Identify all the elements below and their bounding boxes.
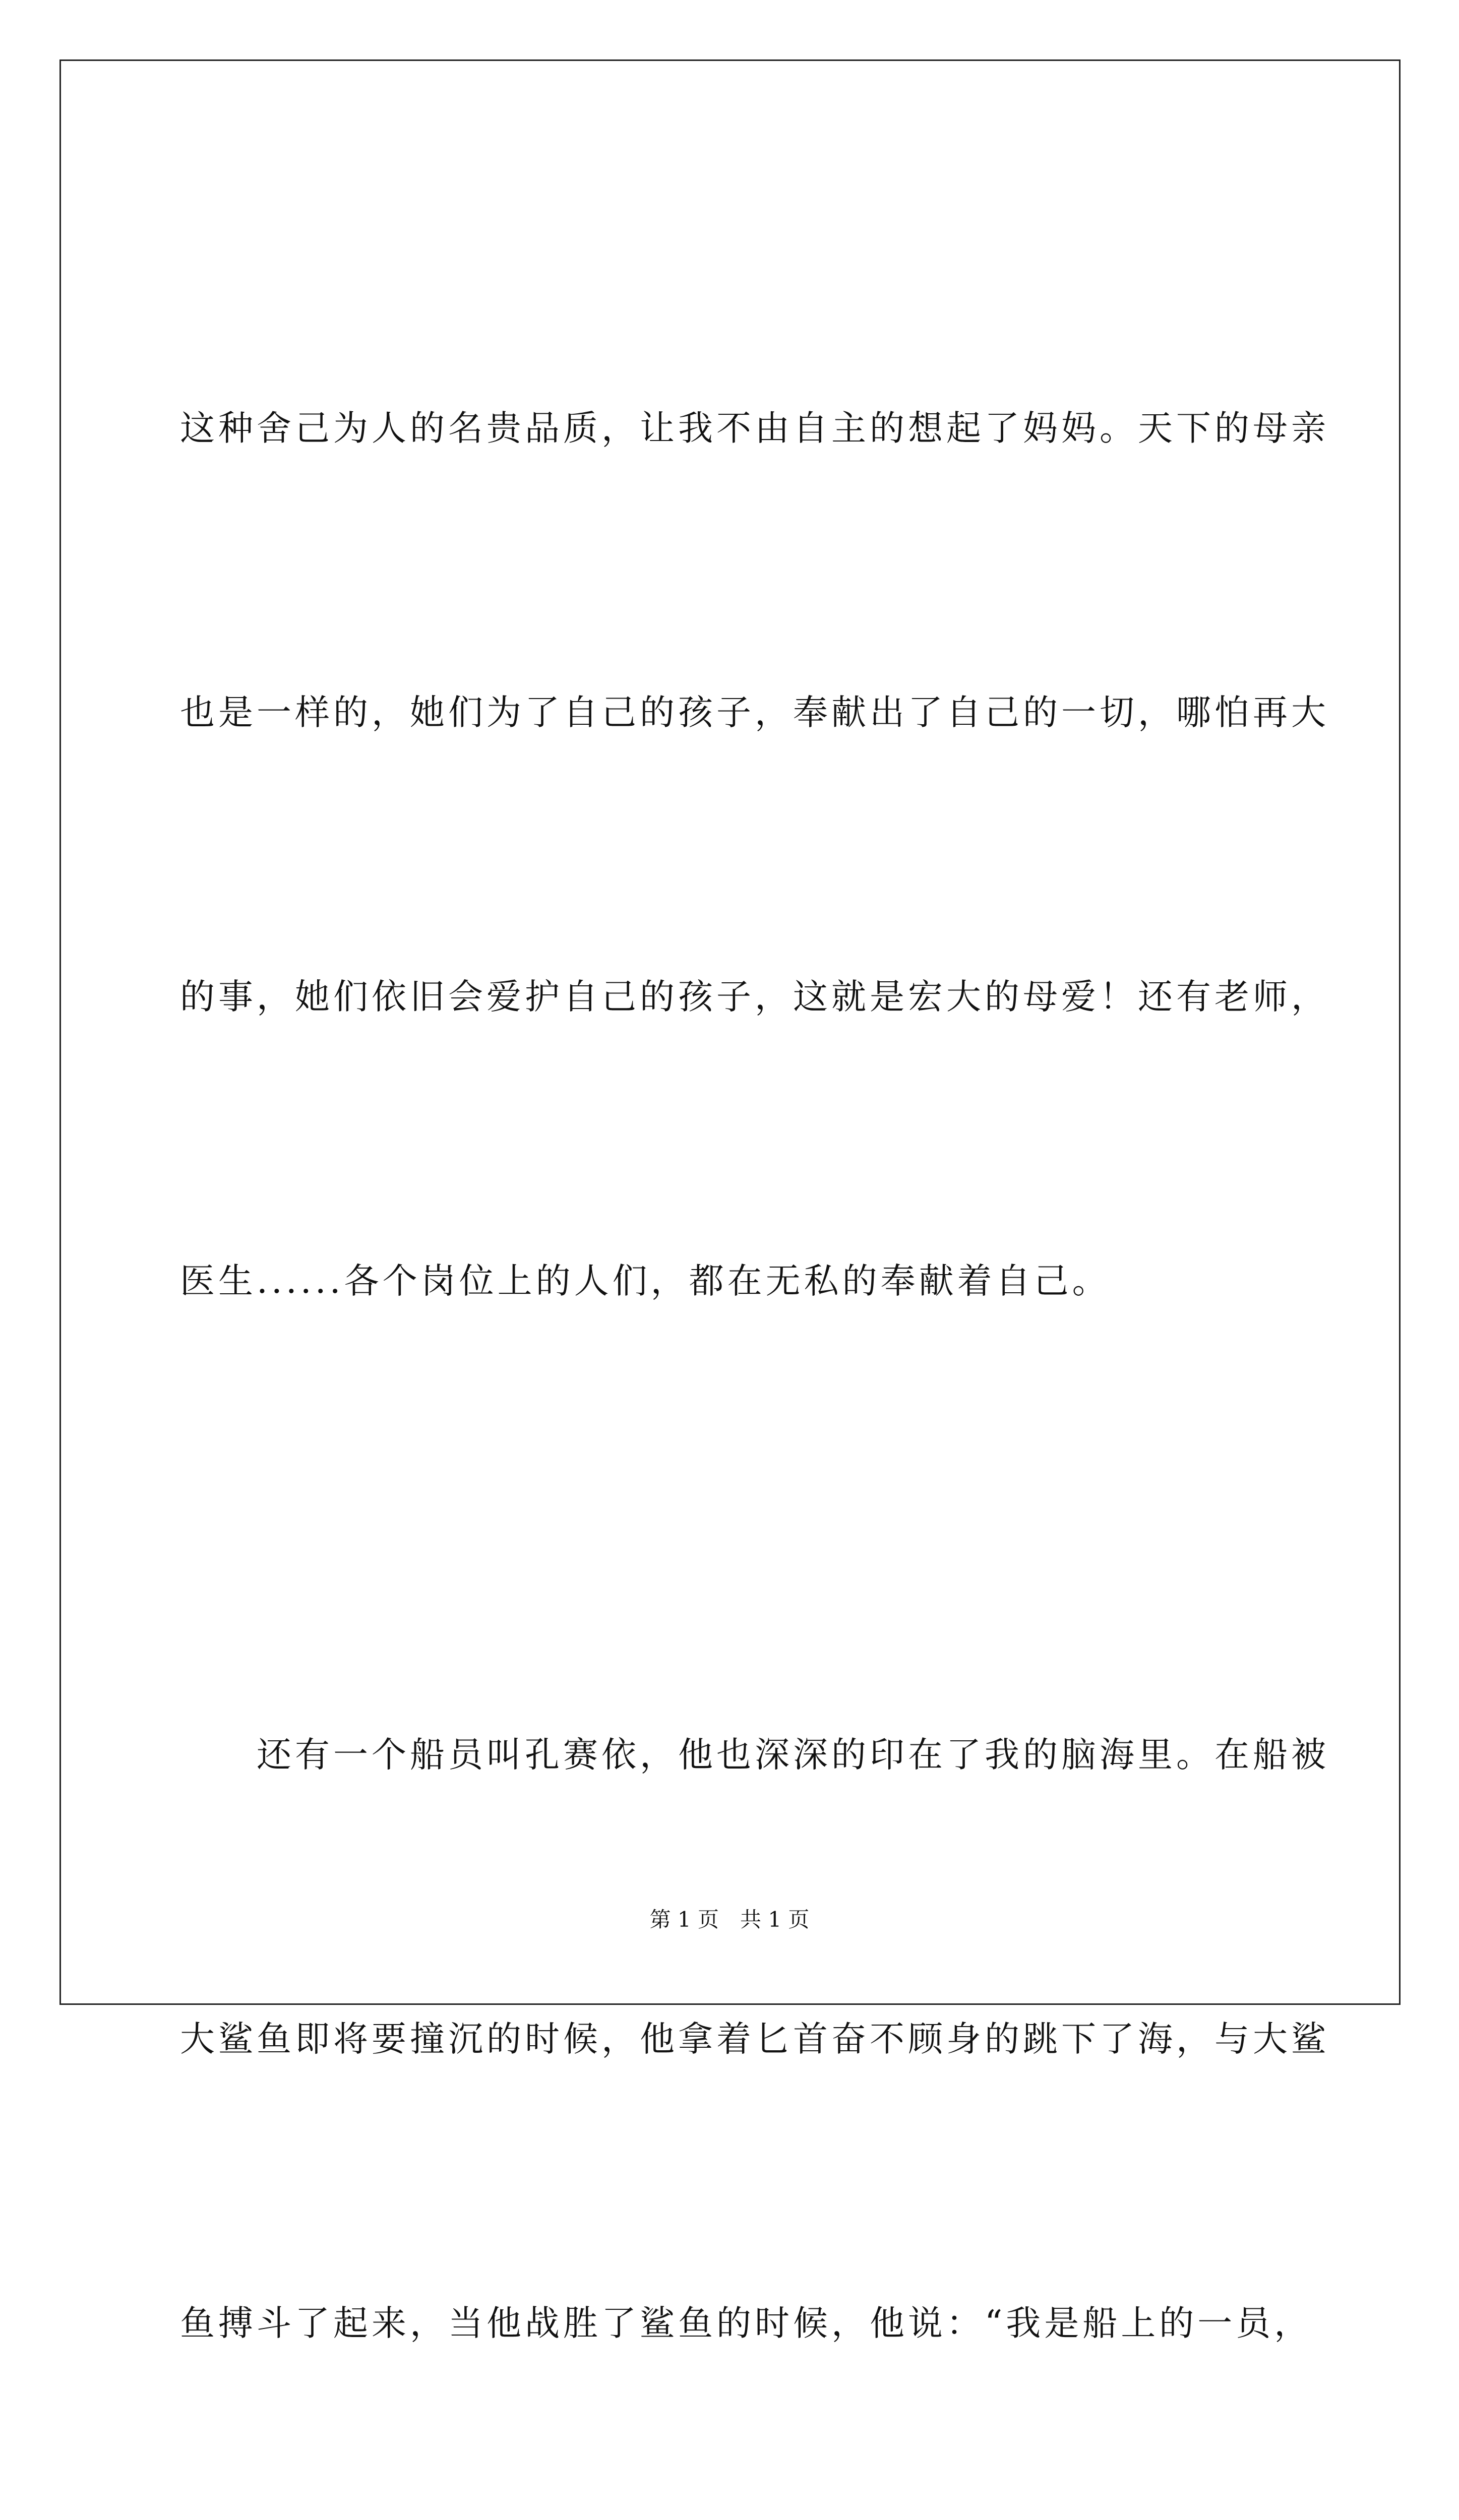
- text-line: 鱼搏斗了起来，当他战胜了鲨鱼的时候，他说：“我是船上的一员，: [180, 2303, 1313, 2344]
- text-line: 这种舍己为人的名贵品质，让我不由自主的想起了妈妈。天下的母亲: [180, 408, 1329, 449]
- text-line: 的事，她们依旧会爱护自己的孩子，这就是宏大的母爱！还有老师，: [180, 977, 1329, 1017]
- document-body: [180, 192, 1329, 2520]
- text-line: 医生......各个岗位上的人们，都在无私的奉献着自己。: [180, 1261, 1111, 1301]
- page-footer: 第 1 页 共 1 页: [649, 1907, 810, 1932]
- text-line: 还有一个船员叫孔赛依，他也深深的印在了我的脑海里。在船被: [180, 1735, 1329, 1775]
- text-line: 也是一样的，她们为了自己的孩子，奉献出了自己的一切，哪怕再大: [180, 692, 1329, 733]
- paragraph-1: [180, 192, 1329, 1518]
- text-line: 大鲨鱼即将要撞沉的时候，他拿着匕首奋不顾身的跳下了海，与大鲨: [180, 2019, 1329, 2059]
- paragraph-2: [180, 1518, 1329, 2520]
